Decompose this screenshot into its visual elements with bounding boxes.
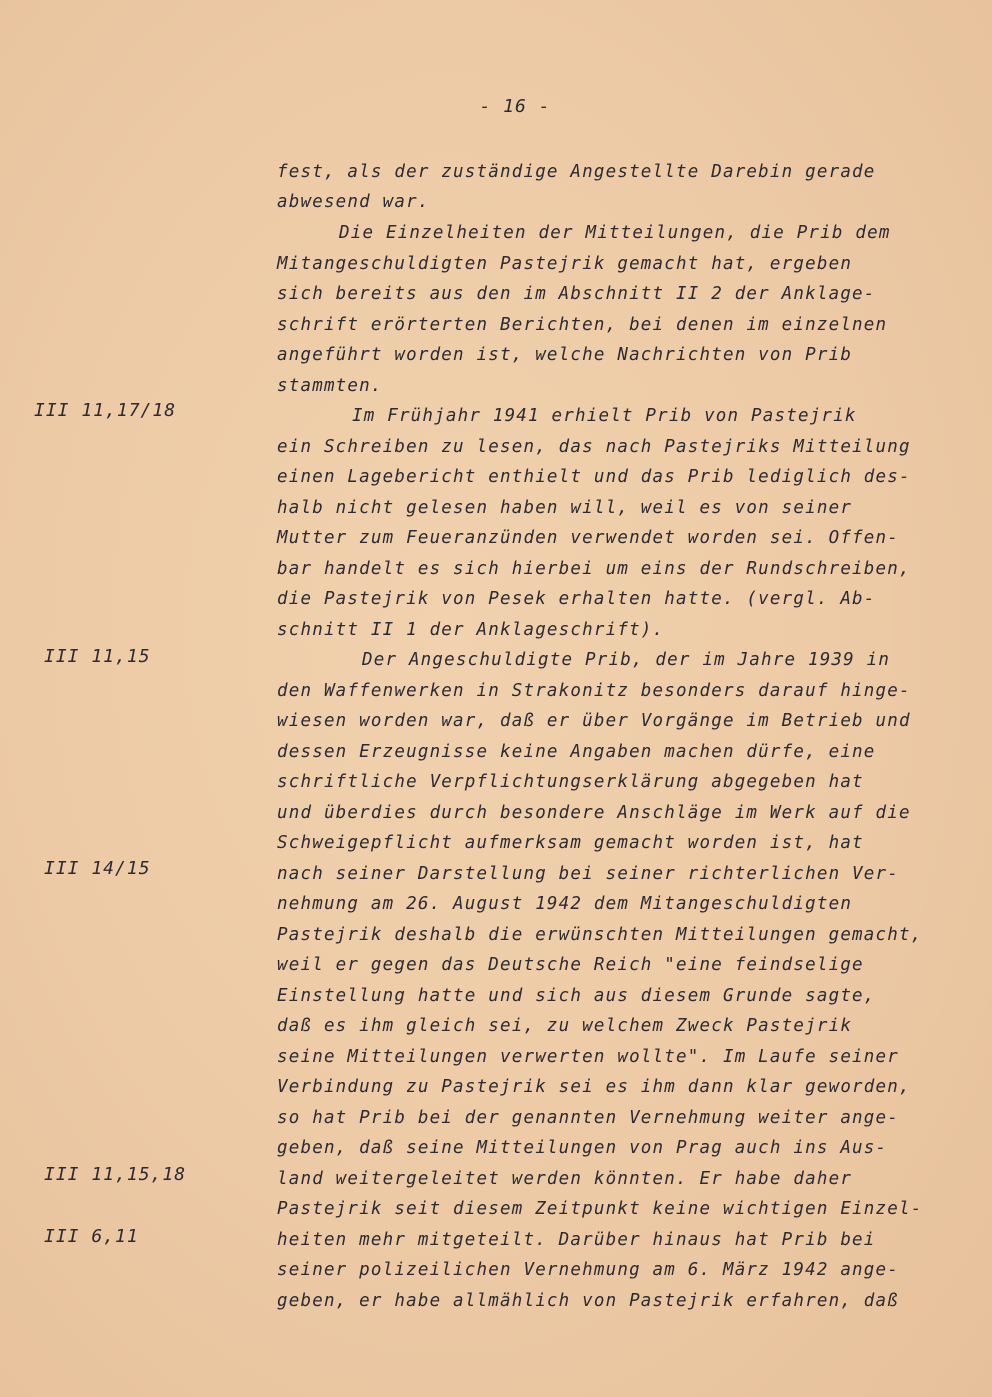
text-line: land weitergeleitet werden könnten. Er habe daher: [277, 1169, 853, 1189]
text-line: die Pastejrik von Pesek erhalten hatte. (vergl. Ab-: [277, 589, 876, 609]
text-line: fest, als der zuständige Angestellte Darebin gerade: [277, 162, 876, 182]
text-line: ein Schreiben zu lesen, das nach Pastejriks Mitteilung: [277, 437, 911, 457]
margin-reference: III 11,15,18: [44, 1164, 187, 1185]
text-line: Pastejrik deshalb die erwünschten Mitteilungen gemacht,: [277, 925, 923, 945]
margin-reference: III 6,11: [44, 1226, 139, 1247]
text-line: seine Mitteilungen verwerten wollte". Im Laufe seiner: [277, 1047, 900, 1067]
text-line: den Waffenwerken in Strakonitz besonders darauf hinge-: [277, 681, 911, 701]
text-line: Schweigepflicht aufmerksam gemacht worden ist, hat: [277, 833, 864, 853]
page-number: - 16 -: [479, 96, 551, 117]
margin-reference: III 11,17/18: [34, 400, 177, 421]
text-line: so hat Prib bei der genannten Vernehmung weiter ange-: [277, 1108, 900, 1128]
text-line: Mitangeschuldigten Pastejrik gemacht hat, ergeben: [277, 254, 853, 274]
text-line: schrift erörterten Berichten, bei denen im einzelnen: [277, 315, 888, 335]
text-line: Einstellung hatte und sich aus diesem Grunde sagte,: [277, 986, 876, 1006]
text-line: geben, er habe allmählich von Pastejrik erfahren, daß: [277, 1291, 900, 1311]
text-line: stammten.: [277, 376, 383, 396]
text-line: geben, daß seine Mitteilungen von Prag auch ins Aus-: [277, 1138, 888, 1158]
text-line: Mutter zum Feueranzünden verwendet worden sei. Offen-: [277, 528, 900, 548]
text-line: abwesend war.: [277, 192, 430, 212]
text-line: nehmung am 26. August 1942 dem Mitangeschuldigten: [277, 894, 853, 914]
text-line: und überdies durch besondere Anschläge im Werk auf die: [277, 803, 911, 823]
text-line: dessen Erzeugnisse keine Angaben machen dürfe, eine: [277, 742, 876, 762]
text-line: wiesen worden war, daß er über Vorgänge im Betrieb und: [277, 711, 911, 731]
text-line: schnitt II 1 der Anklageschrift).: [277, 620, 665, 640]
margin-reference: III 11,15: [44, 646, 151, 667]
text-line: sich bereits aus den im Abschnitt II 2 der Anklage-: [277, 284, 876, 304]
text-line: bar handelt es sich hierbei um eins der Rundschreiben,: [277, 559, 911, 579]
text-line: einen Lagebericht enthielt und das Prib lediglich des-: [277, 467, 911, 487]
text-line: angeführt worden ist, welche Nachrichten von Prib: [277, 345, 853, 365]
text-line: schriftliche Verpflichtungserklärung abgegeben hat: [277, 772, 864, 792]
text-line: Der Angeschuldigte Prib, der im Jahre 1939 in: [362, 650, 891, 670]
text-line: halb nicht gelesen haben will, weil es von seiner: [277, 498, 853, 518]
text-line: heiten mehr mitgeteilt. Darüber hinaus hat Prib bei: [277, 1230, 876, 1250]
text-line: Die Einzelheiten der Mitteilungen, die Prib dem: [339, 223, 891, 243]
margin-reference: III 14/15: [44, 858, 151, 879]
text-line: seiner polizeilichen Vernehmung am 6. März 1942 ange-: [277, 1260, 900, 1280]
text-line: Pastejrik seit diesem Zeitpunkt keine wichtigen Einzel-: [277, 1199, 923, 1219]
text-line: weil er gegen das Deutsche Reich "eine feindselige: [277, 955, 864, 975]
text-line: daß es ihm gleich sei, zu welchem Zweck Pastejrik: [277, 1016, 853, 1036]
text-line: Verbindung zu Pastejrik sei es ihm dann klar geworden,: [277, 1077, 911, 1097]
text-line: nach seiner Darstellung bei seiner richterlichen Ver-: [277, 864, 900, 884]
text-line: Im Frühjahr 1941 erhielt Prib von Pastejrik: [352, 406, 857, 426]
